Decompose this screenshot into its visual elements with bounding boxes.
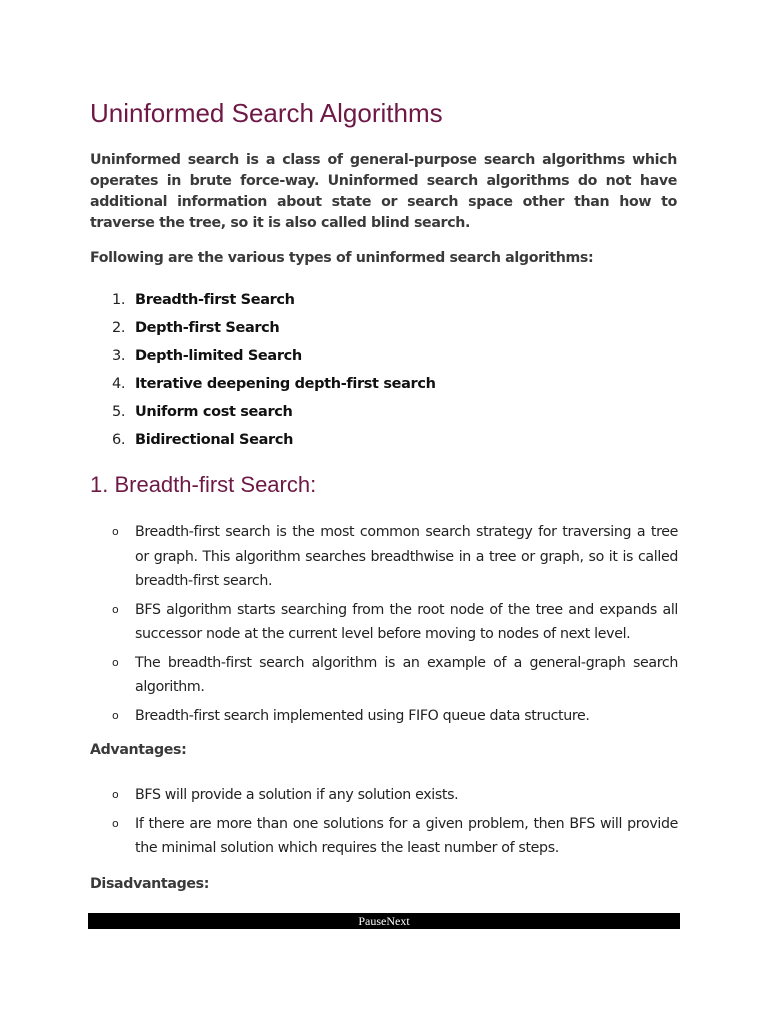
types-intro: Following are the various types of uninformed search algorithms: (90, 250, 594, 266)
section-heading-bfs: 1. Breadth-first Search: (90, 472, 317, 497)
list-item (90, 520, 678, 594)
bullet-icon: o (112, 816, 119, 830)
list-item-label: Depth-limited Search (135, 348, 302, 364)
list-item-text: Breadth-first search implemented using FIFO queue data structure. (135, 707, 590, 724)
list-item (90, 812, 678, 861)
bullet-icon: o (112, 602, 119, 616)
list-item (90, 704, 678, 729)
bullet-icon: o (112, 525, 119, 538)
disadvantages-label: Disadvantages: (90, 876, 210, 892)
list-item-text: If there are more than one solutions for a given problem, then BFS will provide the minimal solution which requires the least number of steps. (135, 815, 678, 856)
list-item-label: Breadth-first Search (135, 292, 295, 308)
media-control-bar[interactable]: PauseNext (88, 913, 680, 929)
list-item (90, 651, 678, 700)
list-number: 1. (112, 292, 126, 308)
list-number: 6. (112, 432, 126, 448)
advantages-list (90, 783, 678, 865)
list-item-label: Bidirectional Search (135, 432, 294, 448)
list-item-text: Breadth-first search is the most common search strategy for traversing a tree or graph. This algorithm searches breadthwise in a tree or graph, so it is called breadth-first search. (135, 524, 678, 589)
list-item (90, 598, 678, 647)
list-item-text: BFS will provide a solution if any solution exists. (135, 787, 459, 803)
advantages-label: Advantages: (90, 742, 187, 758)
bullet-icon: o (112, 708, 119, 722)
list-item-label: Depth-first Search (135, 320, 280, 336)
list-item-label: Uniform cost search (135, 404, 293, 420)
page-title: Uninformed Search Algorithms (90, 98, 443, 128)
bullet-icon: o (112, 655, 119, 669)
intro-paragraph: Uninformed search is a class of general-purpose search algorithms which operates in brute force-way. Uninformed search algorithms do not have additional information about state or search space other than how to traverse the tree, so it is also called blind search. (90, 152, 677, 231)
bullet-icon: o (112, 788, 119, 801)
list-item (90, 783, 678, 808)
list-item-text: The breadth-first search algorithm is an example of a general-graph search algorithm. (135, 654, 678, 695)
list-item-text: BFS algorithm starts searching from the root node of the tree and expands all successor node at the current level before moving to nodes of next level. (135, 601, 678, 642)
list-number: 2. (112, 320, 126, 336)
list-number: 3. (112, 348, 126, 364)
list-number: 4. (112, 376, 126, 392)
bfs-points-list (90, 520, 678, 732)
list-number: 5. (112, 404, 126, 420)
list-item-label: Iterative deepening depth-first search (135, 376, 436, 392)
